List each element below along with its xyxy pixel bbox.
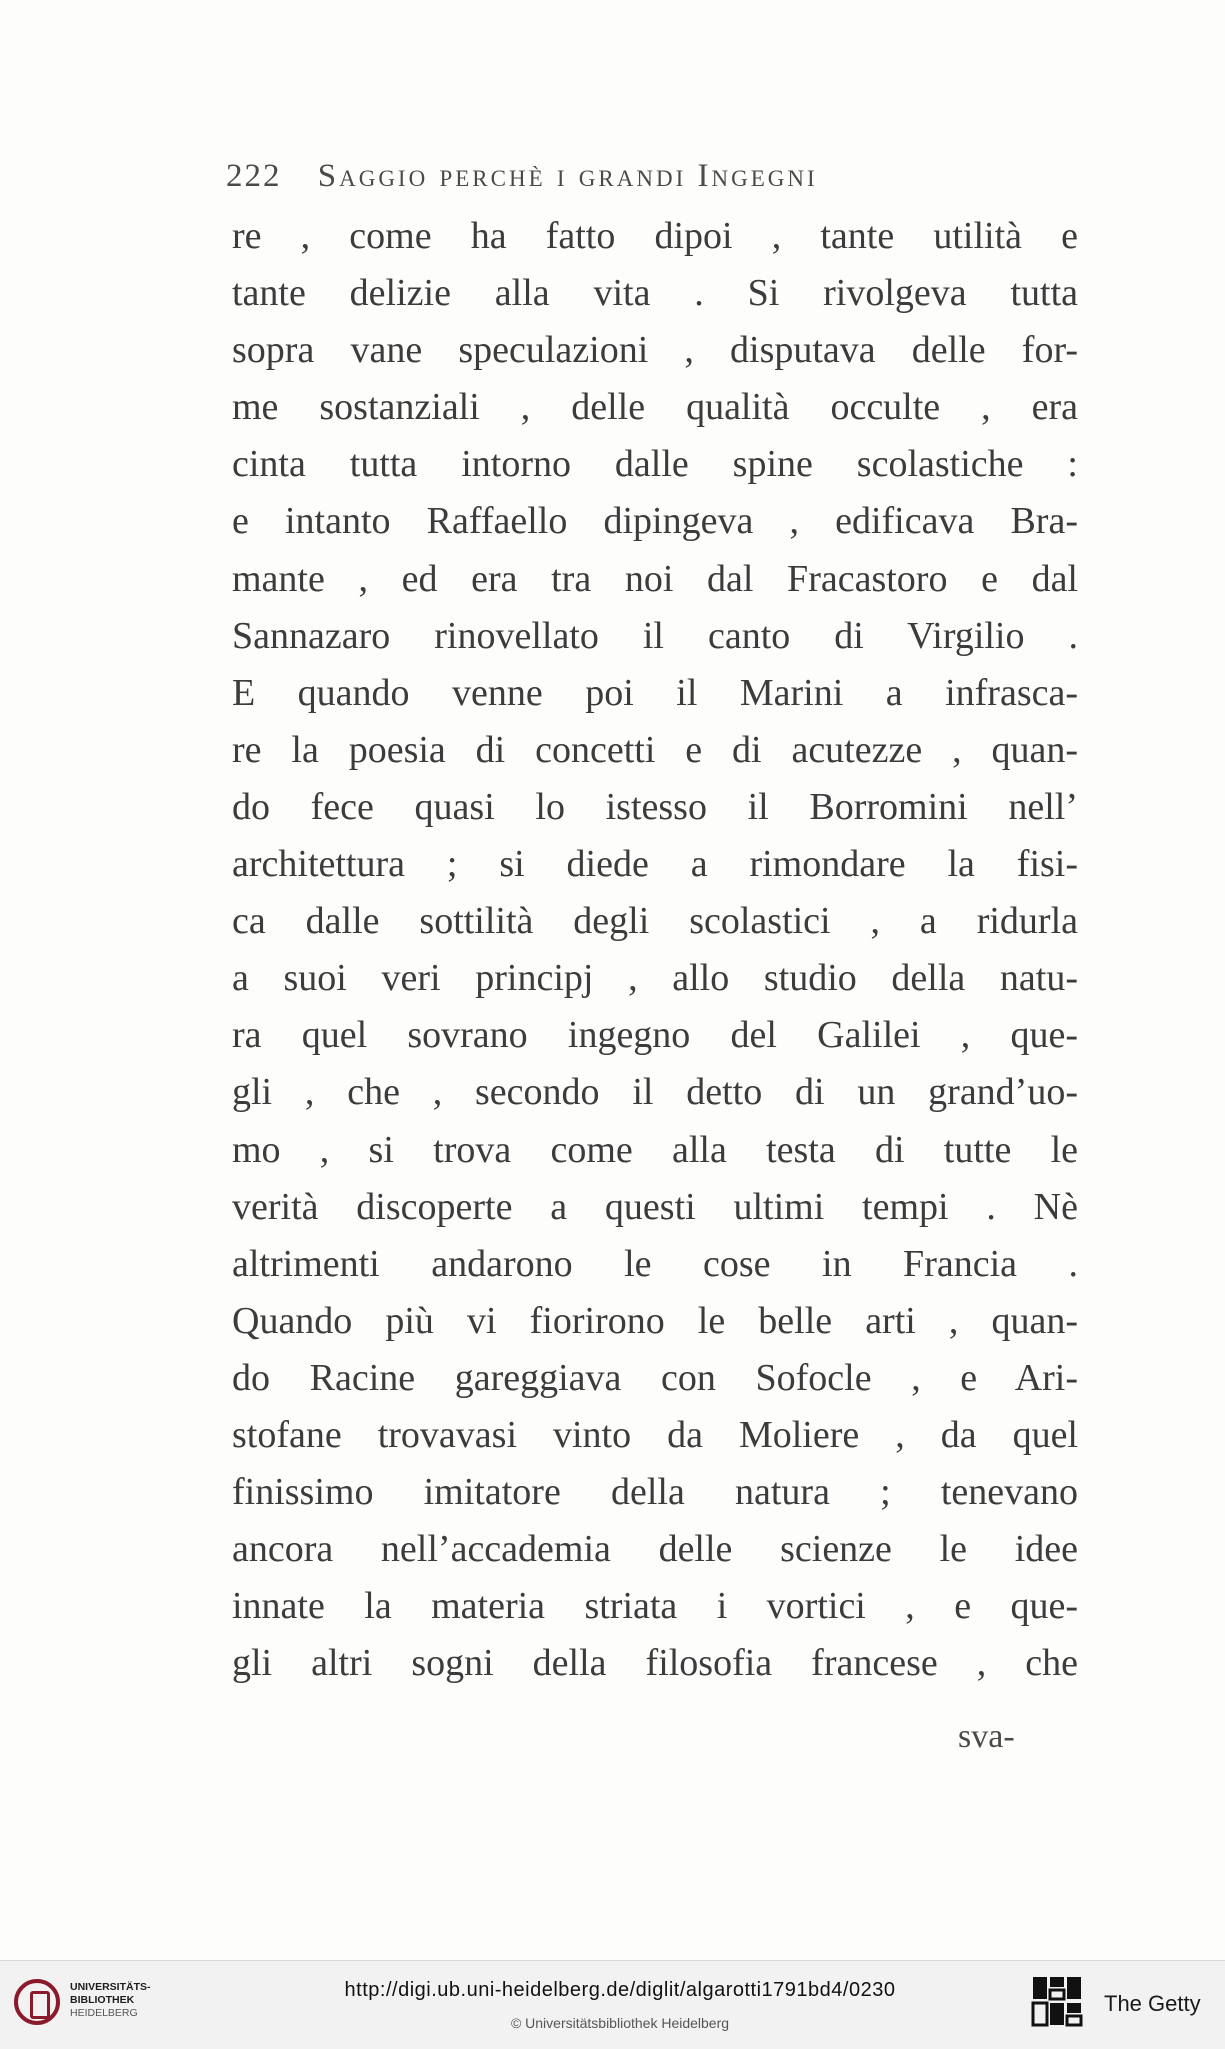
text-line: gli , che , secondo il detto di un grand’uo- xyxy=(232,1071,1078,1114)
page-number: 222 xyxy=(226,158,282,194)
text-line: Quando più vi fiorirono le belle arti , quan- xyxy=(232,1299,1078,1342)
text-line: stofane trovavasi vinto da Moliere , da quel xyxy=(232,1413,1078,1456)
text-line: cinta tutta intorno dalle spine scolastiche : xyxy=(232,443,1078,486)
text-line: ra quel sovrano ingegno del Galilei , que- xyxy=(232,1014,1078,1057)
running-title: Saggio perchè i grandi Ingegni xyxy=(317,158,818,194)
text-line: finissimo imitatore della natura ; tenevano xyxy=(232,1471,1078,1514)
library-name-line3: HEIDELBERG xyxy=(70,2007,138,2019)
text-line: gli altri sogni della filosofia francese , che xyxy=(232,1642,1078,1685)
text-line: sopra vane speculazioni , disputava delle for- xyxy=(232,329,1078,372)
text-line: ca dalle sottilità degli scolastici , a ridurla xyxy=(232,900,1078,943)
catchword: sva- xyxy=(958,1718,1015,1755)
library-name-line1: UNIVERSITÄTS- xyxy=(70,1981,151,1993)
text-line: re la poesia di concetti e di acutezze , quan- xyxy=(232,728,1078,771)
body-text xyxy=(232,208,1078,1692)
library-name-line2: BIBLIOTHEK xyxy=(70,1994,135,2006)
text-line: re , come ha fatto dipoi , tante utilità e xyxy=(232,215,1078,257)
text-line: a suoi veri principj , allo studio della natu- xyxy=(232,957,1078,1000)
library-seal-icon xyxy=(14,1979,60,2025)
permalink-url[interactable]: http://digi.ub.uni-heidelberg.de/diglit/algarotti1791bd4/0230 xyxy=(344,1979,896,2001)
text-line: innate la materia striata i vortici , e que- xyxy=(232,1585,1078,1628)
text-line: altrimenti andarono le cose in Francia . xyxy=(232,1242,1078,1285)
text-line: mante , ed era tra noi dal Fracastoro e dal xyxy=(232,557,1078,600)
text-line: architettura ; si diede a rimondare la fisi- xyxy=(232,843,1078,886)
running-head xyxy=(226,158,1066,195)
text-line: E quando venne poi il Marini a infrasca- xyxy=(232,671,1078,714)
getty-logo-icon[interactable] xyxy=(1031,1975,1083,2027)
text-line: e intanto Raffaello dipingeva , edificava Bra- xyxy=(232,500,1078,543)
text-line: mo , si trova come alla testa di tutte le xyxy=(232,1128,1078,1171)
text-line: do fece quasi lo istesso il Borromini nell’ xyxy=(232,785,1078,828)
getty-name: The Getty xyxy=(1104,1991,1201,2016)
text-line: verità discoperte a questi ultimi tempi . Nè xyxy=(232,1185,1078,1228)
footer-bar xyxy=(0,1960,1225,2049)
text-line: Sannazaro rinovellato il canto di Virgilio . xyxy=(232,614,1078,657)
text-line: do Racine gareggiava con Sofocle , e Ari- xyxy=(232,1356,1078,1399)
text-line: me sostanziali , delle qualità occulte , era xyxy=(232,386,1078,429)
text-line: ancora nell’accademia delle scienze le idee xyxy=(232,1528,1078,1571)
library-logo[interactable] xyxy=(14,1979,174,2035)
library-name xyxy=(70,1981,151,2020)
copyright-notice: © Universitätsbibliothek Heidelberg xyxy=(510,2015,730,2031)
text-line: tante delizie alla vita . Si rivolgeva tutta xyxy=(232,272,1078,315)
